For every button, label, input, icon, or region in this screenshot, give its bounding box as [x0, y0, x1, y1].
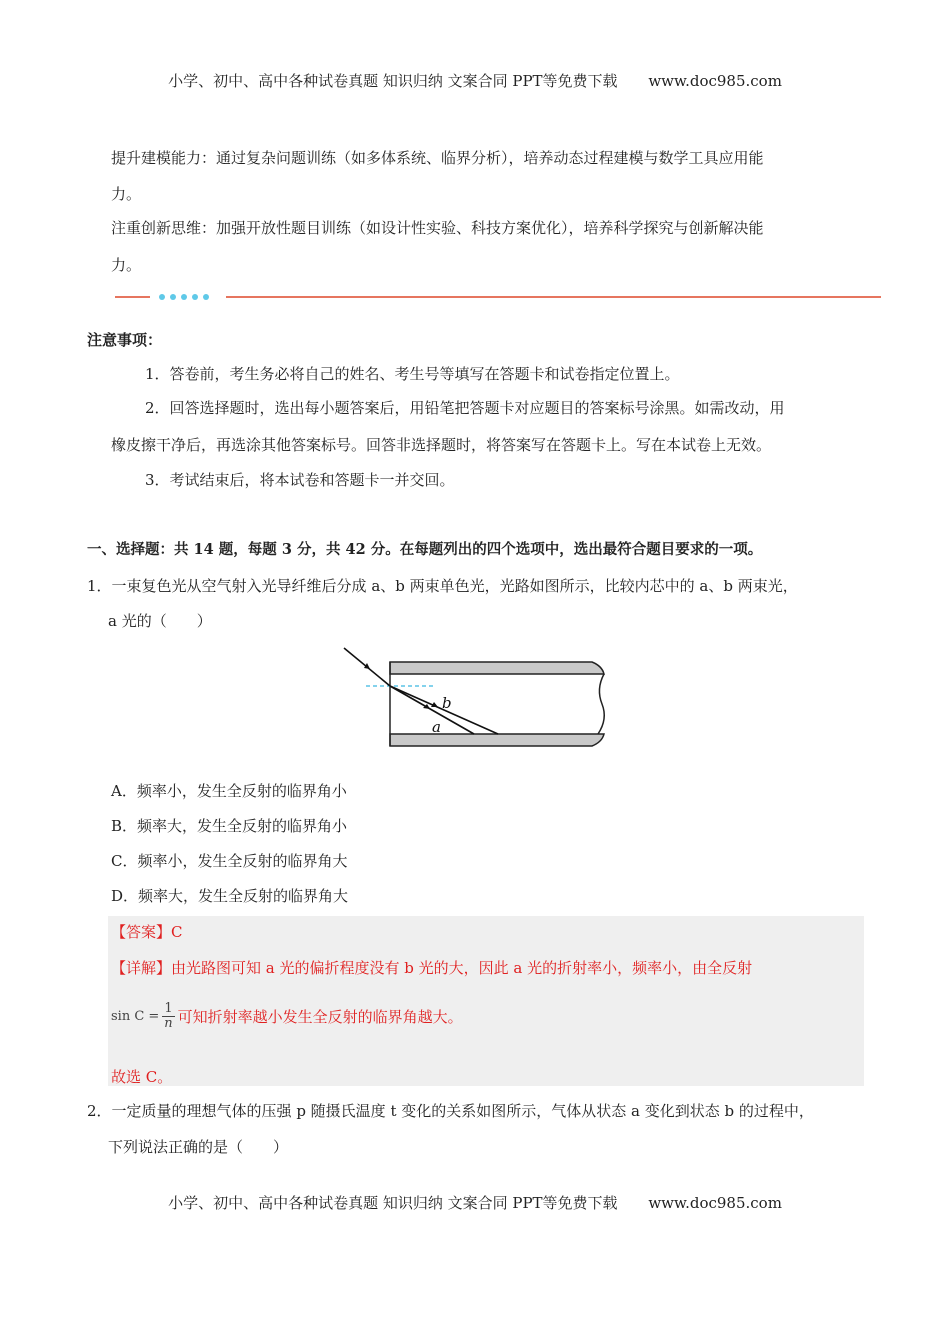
notice-item-2-line1: 2．回答选择题时，选出每小题答案后，用铅笔把答题卡对应题目的答案标号涂黑。如需改动，用 [145, 399, 785, 417]
formula-left: sin C = [111, 1009, 160, 1024]
header-site: www.doc985.com [648, 72, 782, 90]
fiber-bottom-cladding [390, 734, 604, 746]
q1-option-d[interactable]: D．频率大，发生全反射的临界角大 [111, 887, 349, 905]
header-text: 小学、初中、高中各种试卷真题 知识归纳 文案合同 PPT等免费下载 [168, 72, 618, 90]
detail-text-1: 由光路图可知 a 光的偏折程度没有 b 光的大，因此 a 光的折射率小，频率小，由全反射 [171, 959, 753, 977]
q2-stem-line2: 下列说法正确的是（ ） [108, 1138, 289, 1156]
detail-line1 [111, 957, 752, 978]
section-title: 一、选择题：共 14 题，每题 3 分，共 42 分。在每题列出的四个选项中，选出最符合题目要求的一项。 [87, 541, 763, 558]
footer-text: 小学、初中、高中各种试卷真题 知识归纳 文案合同 PPT等免费下载 [168, 1194, 618, 1212]
answer-line [111, 921, 183, 942]
divider-dot [203, 294, 209, 300]
answer-tag: 【答案】 [111, 923, 172, 941]
intro-p1-line2: 力。 [111, 185, 142, 203]
notice-item-1: 1．答卷前，考生务必将自己的姓名、考生号等填写在答题卡和试卷指定位置上。 [145, 365, 680, 383]
intro-p1-line1: 提升建模能力：通过复杂问题训练（如多体系统、临界分析），培养动态过程建模与数学工具应用能 [111, 149, 764, 167]
formula-denominator: n [164, 1016, 173, 1031]
divider-left [115, 296, 150, 298]
notice-item-2-line2: 橡皮擦干净后，再选涂其他答案标号。回答非选择题时，将答案写在答题卡上。写在本试卷上无效。 [111, 436, 772, 454]
divider-right [226, 296, 881, 298]
q1-stem-line1: 1．一束复色光从空气射入光导纤维后分成 a、b 两束单色光，光路如图所示，比较内芯中的 a、b 两束光， [87, 577, 798, 595]
fiber-top-cladding [390, 662, 604, 674]
q1-option-a[interactable]: A．频率小，发生全反射的临界角小 [111, 782, 347, 800]
detail-tag: 【详解】 [111, 959, 172, 977]
fiber-break-line [598, 674, 604, 734]
formula-numerator: 1 [164, 1001, 173, 1016]
q1-option-b[interactable]: B．频率大，发生全反射的临界角小 [111, 817, 348, 835]
divider-dot [159, 294, 165, 300]
formula-fraction [162, 1002, 174, 1031]
answer-box [108, 916, 864, 1086]
q2-stem-line1: 2．一定质量的理想气体的压强 p 随摄氏温度 t 变化的关系如图所示，气体从状态 a 变化到状态 b 的过程中， [87, 1102, 814, 1120]
q1-option-c[interactable]: C．频率小，发生全反射的临界角大 [111, 852, 348, 870]
notice-title: 注意事项： [87, 331, 163, 349]
optical-fiber-figure [340, 644, 610, 752]
detail-text-2: 可知折射率越小发生全反射的临界角越大。 [177, 1008, 463, 1026]
page-footer [0, 1192, 950, 1213]
divider-dot [192, 294, 198, 300]
page-header [0, 70, 950, 91]
conclusion: 故选 C。 [111, 1068, 173, 1086]
footer-site: www.doc985.com [648, 1194, 782, 1212]
intro-p2-line1: 注重创新思维：加强开放性题目训练（如设计性实验、科技方案优化），培养科学探究与创新解决能 [111, 219, 764, 237]
intro-p2-line2: 力。 [111, 256, 142, 274]
detail-line2 [111, 1002, 463, 1031]
label-b: b [442, 694, 452, 712]
divider-dot [181, 294, 187, 300]
q1-stem-line2: a 光的（ ） [108, 612, 212, 630]
label-a: a [432, 718, 441, 736]
answer-value: C [171, 923, 183, 941]
notice-item-3: 3．考试结束后，将本试卷和答题卡一并交回。 [145, 471, 455, 489]
divider-dot [170, 294, 176, 300]
